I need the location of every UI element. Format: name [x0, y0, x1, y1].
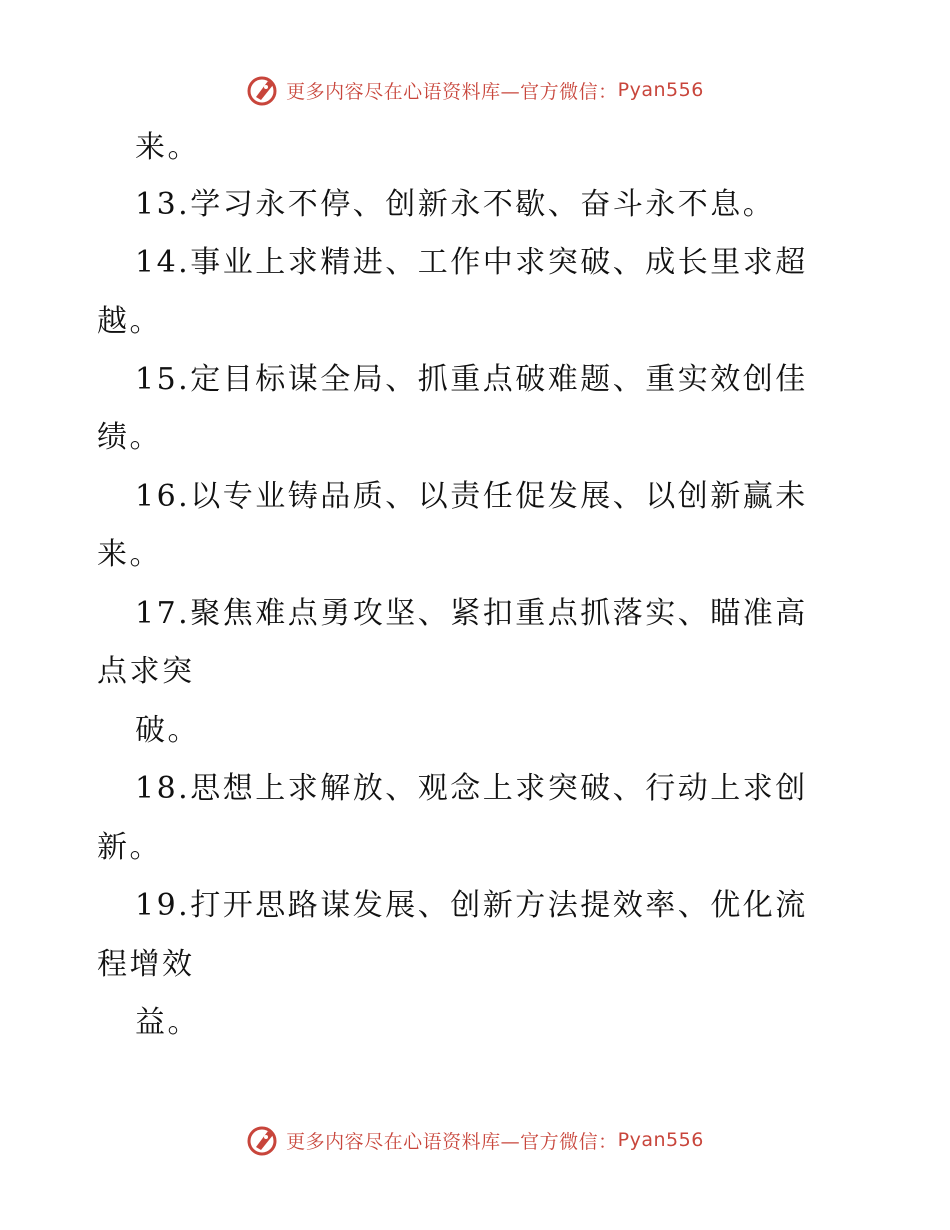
footer-banner — [0, 1120, 950, 1160]
pen-nib-circle-icon — [246, 1123, 280, 1157]
list-item-13: 13.学习永不停、创新永不歇、奋斗永不息。 — [135, 187, 776, 222]
list-item-16: 16.以专业铸品质、以责任促发展、以创新赢未 — [135, 479, 808, 514]
text-line: 绩。 — [97, 420, 162, 455]
list-item-14: 14.事业上求精进、工作中求突破、成长里求超 — [135, 245, 808, 280]
text-line: 程增效 — [97, 947, 195, 982]
text-line: 新。 — [97, 830, 162, 865]
pen-nib-circle-icon — [246, 73, 280, 107]
text-line: 来。 — [135, 130, 200, 165]
header-wechat-id: Pyan556 — [617, 79, 704, 101]
text-line: 越。 — [97, 304, 162, 339]
list-item-19: 19.打开思路谋发展、创新方法提效率、优化流 — [135, 888, 808, 923]
footer-brand-text: 更多内容尽在心语资料库—官方微信： — [286, 1130, 618, 1153]
text-line: 点求突 — [97, 654, 195, 689]
footer-wechat-id: Pyan556 — [617, 1129, 704, 1151]
text-line: 益。 — [135, 1005, 200, 1040]
list-item-18: 18.思想上求解放、观念上求突破、行动上求创 — [135, 771, 808, 806]
header-brand-text: 更多内容尽在心语资料库—官方微信： — [286, 80, 618, 103]
list-item-15: 15.定目标谋全局、抓重点破难题、重实效创佳 — [135, 362, 808, 397]
list-item-17: 17.聚焦难点勇攻坚、紧扣重点抓落实、瞄准高 — [135, 596, 808, 631]
text-line: 破。 — [135, 713, 200, 748]
header-banner — [0, 70, 950, 110]
text-line: 来。 — [97, 537, 162, 572]
